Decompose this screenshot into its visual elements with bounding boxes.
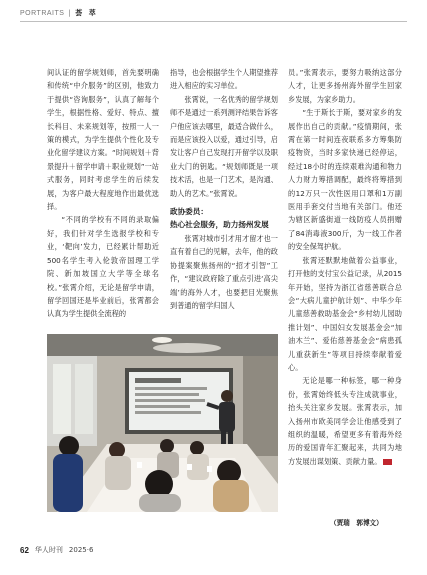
paragraph: “不同的学校有不同的录取偏好，我们针对学生选报学校和专业，‘靶向’发力，已经累计帮助近500名学生考入伦敦帝国理工学院、新加坡国立大学等全球名校。”张霄介绍，无论是留学申请，留学回国还是毕业前后，张霄都会认真为学生提供全流程的 [47, 215, 159, 319]
meeting-photo [47, 334, 278, 512]
page-footer [20, 545, 93, 555]
paragraph: 张霄对城市引才用才留才也一直有着自己的见解，去年，他的政协提案聚焦扬州的“招才引智”工作，“建议政府除了重点引进‘高尖端’的海外人才，也要把目光聚焦到普通的留学归国人 [170, 233, 278, 310]
text-column-2 [170, 66, 278, 312]
paragraph: 员。”张霄表示，要努力吸纳这部分人才，让更多扬州海外留学生回家乡发展，为家乡助力。 [288, 68, 402, 104]
section-subheading [170, 205, 278, 232]
magazine-name: 华人时刊 [34, 546, 63, 554]
paragraph: 指导，也会根据学生个人期望推荐进入相应的实习单位。 [170, 68, 278, 91]
section-name: 荟 萃 [75, 9, 98, 17]
text-column-1 [47, 66, 159, 321]
paragraph: 间认证的留学规划师，首先要明确和传统“中介服务”的区别，他致力于提供“咨询服务”，认真了解每个学生，根据性格、爱好、特点、擅长科目、未来规划等，按照一人一策的模式，为学生提供个性化及专业化留学建议方案。“时间规划＋背景提升＋留学申请＋职业规划”一站式服务，同时考虑学生的后续发展，为客户最大程度地作出最优选择。 [47, 68, 159, 212]
header-rule [20, 21, 407, 22]
page-header [20, 7, 98, 19]
meeting-photo-illustration [47, 334, 278, 512]
subheading-line: 政协委员： [170, 207, 208, 217]
text-column-3 [288, 66, 402, 468]
paragraph [288, 374, 402, 468]
page-number: 62 [20, 545, 29, 555]
header-divider: | [68, 9, 72, 17]
end-mark-icon [383, 459, 392, 465]
paragraph: 张霄说，一名优秀的留学规划师不是通过一系列测评结果告诉客户他应该去哪里，最适合做什么，而是应该投入以爱，通过引导，启发让客户自己发现打开留学以及职业大门的钥匙。“规划师既是一项技术活，也是一门艺术，是沟通、助人的艺术。”张霄说。 [170, 94, 278, 198]
paragraph: 张霄还默默地做着公益事业，打开他的支付宝公益记录，从2015年开始，坚持为浙江省慈善联合总会“大病儿童护航计划”、中华少年儿童慈善救助基金会“乡村幼儿园助推计划”、中国妇女发展基金会“加油木兰”、爱佑慈善基金会“病患孤儿重获新生”等项目持续奉献着爱心。 [288, 255, 402, 372]
issue-label: 2025·6 [68, 546, 94, 554]
section-label: PORTRAITS [20, 9, 65, 17]
author-credit: （贾瑞 郭博文） [330, 519, 383, 527]
paragraph: “生于斯长于斯，要对家乡的发展作出自己的贡献。”疫情期间，张霄在第一时间连夜联系多方筹集防疫物资，当时多家快递已经停运，经过18小时的连续艰难沟通和物力人力财力筹措调配，最终将筹措到的12万只一次性医用口罩和1万副医用手套交付当地有关部门。他还为辖区新盛街道一线防疫人员捐赠了84消毒液300斤，为一线工作者的安全保驾护航。 [288, 108, 402, 252]
paragraph-text: 无论是哪一种标签，哪一种身份，张霄始终低头专注成就事业，抬头关注家乡发展。张霄表示，加入扬州市欧美同学会让他感受到了组织的温暖，希望更多有着海外经历的爱国青年汇聚起来，共同为地方发展出谋划策、贡献力量。 [288, 376, 402, 466]
subheading-line: 热心社会服务，助力扬州发展 [170, 220, 269, 230]
